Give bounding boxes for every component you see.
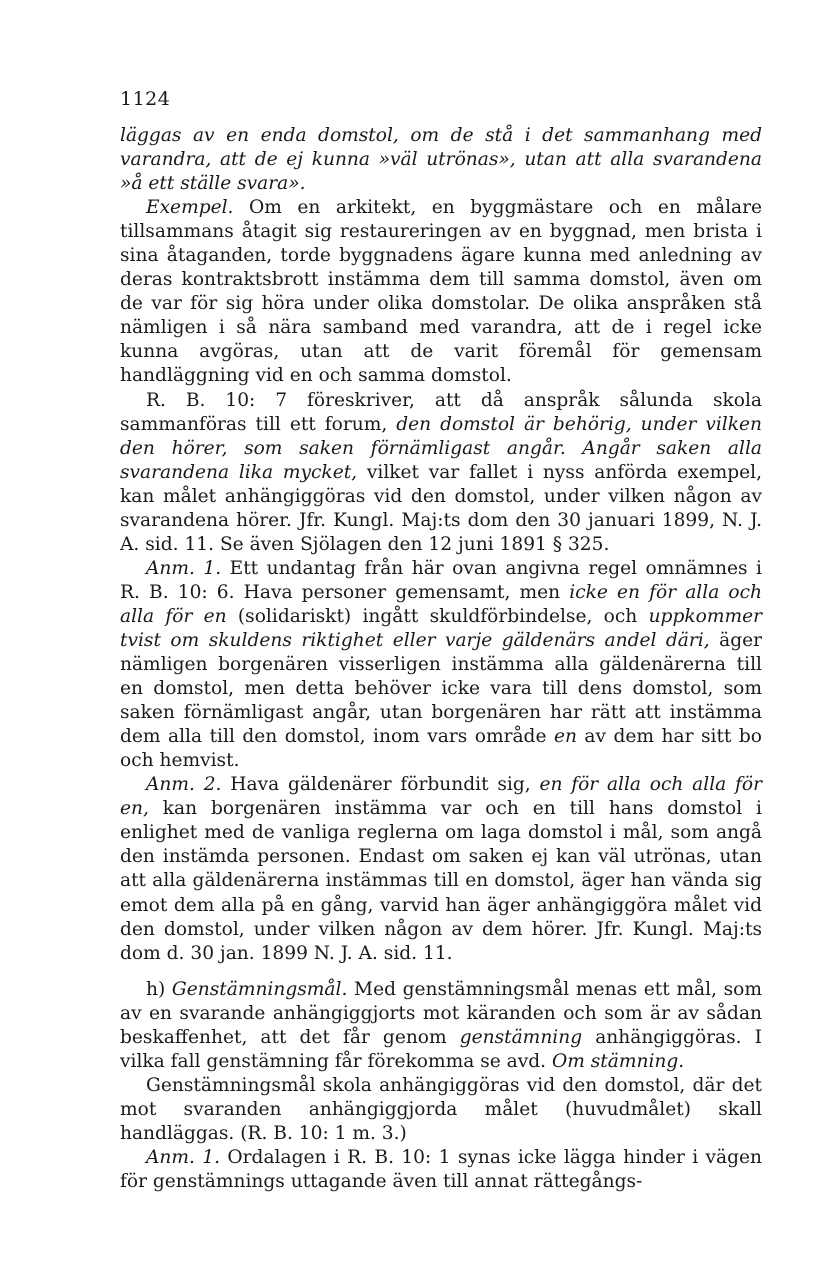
- text-run: Hava gäldenärer förbundit sig,: [221, 774, 540, 796]
- text-run: äger nämligen borgenären visserligen instämma alla gäldenärerna till en domstol, men detta behöver icke vara till dens domstol, som saken förnämligast angår, utan borgenären har rätt att instämma dem alla till den domstol, inom vars område: [120, 629, 762, 748]
- italic-run: Anm. 2.: [146, 774, 222, 796]
- italic-run: Om stämning.: [551, 1050, 685, 1072]
- text-run: kan borgenären instämma var och en till hans domstol i enlighet med de vanliga reglerna om laga domstol i mål, som angå den instämda personen. Endast om saken ej kan väl utrönas, utan att alla gäldenärerna instämmas till en domstol, äger han vända sig emot dem alla på en gång, varvid han äger anhängiggöra målet vid den domstol, under vilken någon av dem hörer. Jfr. Kungl. Maj:ts dom d. 30 jan. 1899 N. J. A. sid. 11.: [120, 798, 762, 964]
- text-run: Ordalagen i R. B. 10: 1 synas icke lägga hinder i vägen för genstämnings uttagande även till annat rättegångs-: [120, 1146, 762, 1193]
- paragraph: [120, 196, 762, 388]
- paragraph: [120, 773, 762, 965]
- text-run: av dem har sitt bo och hemvist.: [120, 726, 762, 772]
- paragraph: [120, 124, 762, 196]
- italic-run: en: [553, 726, 577, 748]
- italic-run: genstämning: [459, 1026, 583, 1048]
- italic-run: en för alla och alla för en,: [120, 774, 762, 820]
- paragraph: [120, 1074, 762, 1146]
- text-run: anhängiggöras. I vilka fall genstämning får förekomma se avd.: [120, 1026, 762, 1072]
- text-run: R. B. 10: 7 föreskriver, att då anspråk sålunda skola sammanföras till ett forum,: [120, 389, 762, 435]
- text-run: h): [146, 978, 172, 1000]
- italic-run: icke en för alla och alla för en: [120, 581, 762, 627]
- italic-run: Exempel.: [146, 197, 234, 219]
- text-run: Ett undantag från här ovan angivna regel omnämnes i R. B. 10: 6. Hava personer gemensamt, men: [120, 557, 762, 603]
- paragraph: [120, 978, 762, 1074]
- text-run: Med genstämningsmål menas ett mål, som av en svarande anhängiggjorts mot käranden och som är av sådan beskaffenhet, att det får genom: [120, 978, 763, 1048]
- paragraph: [120, 1146, 762, 1194]
- italic-run: Genstämningsmål.: [171, 978, 348, 1000]
- italic-run: Anm. 1.: [146, 557, 222, 579]
- body-text: [120, 124, 762, 1194]
- italic-run: läggas av en enda domstol, om de stå i det sammanhang med varandra, att de ej kunna »väl utrönas», utan att alla svarandena »å ett ställe svara».: [120, 125, 762, 195]
- italic-run: uppkommer tvist om skuldens riktighet eller varje gäldenärs andel däri,: [120, 605, 762, 651]
- text-run: Om en arkitekt, en byggmästare och en målare tillsammans åtagit sig restaureringen av en byggnad, men brista i sina åtaganden, torde byggnadens ägare kunna med anledning av deras kontraktsbrott instämma dem till samma domstol, även om de var för sig höra under olika domstolar. De olika anspråken stå nämligen i så nära samband med varandra, att de i regel icke kunna avgöras, utan att de varit föremål för gemensam handläggning vid en och samma domstol.: [120, 197, 762, 387]
- page-number: 1124: [120, 88, 171, 110]
- paragraph: [120, 389, 762, 557]
- paragraph: [120, 557, 762, 773]
- italic-run: Anm. 1.: [146, 1146, 221, 1168]
- text-run: (solidariskt) ingått skuldförbindelse, och: [226, 605, 649, 627]
- italic-run: den domstol är behörig, under vilken den hörer, som saken förnämligast angår. Angår saken alla svarandena lika mycket,: [120, 413, 762, 483]
- text-run: Genstämningsmål skola anhängiggöras vid den domstol, där det mot svaranden anhängiggjorda målet (huvudmålet) skall handläggas. (R. B. 10: 1 m. 3.): [120, 1074, 762, 1144]
- text-run: vilket var fallet i nyss anförda exempel, kan målet anhängiggöras vid den domstol, under vilken någon av svarandena hörer. Jfr. Kungl. Maj:ts dom den 30 januari 1899, N. J. A. sid. 11. Se även Sjölagen den 12 juni 1891 § 325.: [120, 461, 762, 555]
